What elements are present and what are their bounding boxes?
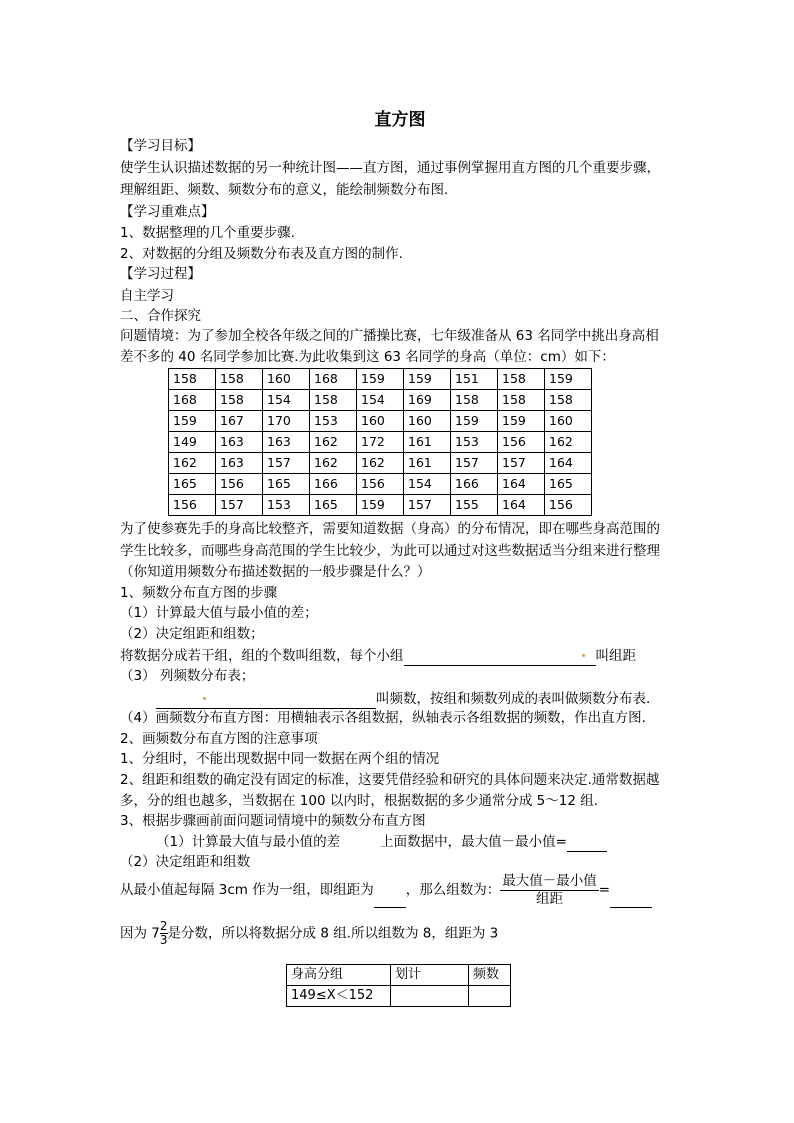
table-cell: 149 [169,432,216,453]
section-3-step1-text: 上面数据中，最大值－最小值= [380,834,567,850]
section-3-step1 [156,832,607,852]
table-cell: 164 [498,495,545,516]
table-row [169,411,592,432]
cell-frequency[interactable] [469,986,511,1007]
table-cell: 161 [404,453,451,474]
coop-label: 二、合作探究 [120,308,201,324]
section-3-step3 [120,872,652,908]
fill-blank-range[interactable] [567,851,607,852]
table-cell: 158 [216,369,263,390]
header-frequency: 频数 [469,965,511,986]
table-cell: 154 [357,390,404,411]
step-3: （3） 列频数分布表； [120,668,255,684]
table-cell: 153 [451,432,498,453]
table-cell: 164 [545,453,592,474]
notes-header: 2、画频数分布直方图的注意事项 [120,731,318,747]
table-cell: 157 [263,453,310,474]
heights-table [168,368,592,516]
table-cell: 158 [498,390,545,411]
table-cell: 159 [404,369,451,390]
step-3-detail [156,688,650,709]
cell-tally[interactable] [391,986,469,1007]
fill-blank-interval[interactable] [374,907,406,908]
table-cell: 157 [216,495,263,516]
table-cell: 159 [357,369,404,390]
table-cell: 158 [498,369,545,390]
table-cell: 159 [545,369,592,390]
step-3-suffix: 叫频数，按组和频数列成的表叫做频数分布表. [376,691,651,707]
table-cell: 159 [357,495,404,516]
table-cell: 162 [357,453,404,474]
step-1: （1）计算最大值与最小值的差； [120,605,318,621]
table-cell: 168 [169,390,216,411]
body-paragraph-line1: 为了使参赛先手的身高比较整齐，需要知道数据（身高）的分布情况，即在哪些身高范围的 [120,521,660,537]
table-row [169,453,592,474]
mixed-numerator: 2 [159,919,168,933]
table-cell: 166 [451,474,498,495]
fill-blank-group-count[interactable] [610,907,652,908]
header-height-group: 身高分组 [287,965,391,986]
table-cell: 156 [357,474,404,495]
table-cell: 162 [169,453,216,474]
self-study-label: 自主学习 [120,288,174,304]
table-cell: 160 [404,411,451,432]
table-row [169,474,592,495]
section-3-step3-text: 从最小值起每隔 3cm 作为一组，即组距为 [120,882,374,898]
note-2-line2: 多，分的组也越多，当数据在 100 以内时，根据数据的多少通常分成 5～12 组. [120,793,598,809]
step-2-detail [120,645,636,666]
table-cell: 160 [545,411,592,432]
table-cell: 159 [451,411,498,432]
table-cell: 166 [310,474,357,495]
section-3-step1-label: （1）计算最大值与最小值的差 [156,834,341,850]
key-points-header: 【学习重难点】 [120,204,215,220]
table-cell: 160 [263,369,310,390]
table-row [169,495,592,516]
mixed-fraction [160,920,168,947]
table-row [169,390,592,411]
table-cell: 172 [357,432,404,453]
cell-height-group: 149≤X＜152 [287,986,391,1007]
table-cell: 168 [310,369,357,390]
table-cell: 165 [545,474,592,495]
table-cell: 162 [310,453,357,474]
steps-header: 1、频数分布直方图的步骤 [120,585,278,601]
table-cell: 156 [498,432,545,453]
body-paragraph-line3: （你知道用频数分布描述数据的一般步骤是什么？） [120,564,431,580]
section-3-step2: （2）决定组距和组数 [120,854,251,870]
table-cell: 155 [451,495,498,516]
table-cell: 162 [545,432,592,453]
table-cell: 154 [404,474,451,495]
table-cell: 154 [263,390,310,411]
frequency-table-row [287,986,511,1007]
table-cell: 167 [216,411,263,432]
section-3-step4 [120,920,498,947]
table-cell: 158 [216,390,263,411]
table-cell: 157 [404,495,451,516]
section-3-step4-text: 是分数，所以将数据分成 8 组.所以组数为 8，组距为 3 [167,925,499,942]
blank-dot [582,654,585,657]
table-cell: 158 [451,390,498,411]
key-point-1: 1、数据整理的几个重要步骤. [120,225,295,241]
table-cell: 164 [498,474,545,495]
table-cell: 159 [498,411,545,432]
problem-line1: 问题情境：为了参加全校各年级之间的广播操比赛，七年级准备从 63 名同学中挑出身高相 [120,328,659,344]
table-cell: 165 [169,474,216,495]
table-cell: 163 [216,453,263,474]
table-cell: 153 [310,411,357,432]
step-2-text: 将数据分成若干组，组的个数叫组数，每个小组 [120,648,404,664]
table-cell: 151 [451,369,498,390]
table-cell: 153 [263,495,310,516]
problem-line2: 差不多的 40 名同学参加比赛.为此收集到这 63 名同学的身高（单位：cm）如下： [120,349,615,365]
fill-blank-group-interval[interactable] [404,645,596,666]
step-2: （2）决定组距和组数； [120,626,264,642]
table-cell: 156 [545,495,592,516]
step-4: （4）画频数分布直方图：用横轴表示各组数据，纵轴表示各组数据的频数，作出直方图. [120,710,646,726]
table-cell: 157 [451,453,498,474]
table-cell: 158 [310,390,357,411]
key-point-2: 2、对数据的分组及频数分布表及直方图的制作. [120,246,403,262]
table-cell: 163 [263,432,310,453]
table-row [169,369,592,390]
goals-text-line2: 理解组距、频数、频数分布的意义，能绘制频数分布图. [120,182,449,198]
table-cell: 157 [498,453,545,474]
mixed-denominator: 3 [159,933,168,947]
fill-blank-frequency[interactable] [156,688,376,709]
table-cell: 160 [357,411,404,432]
table-cell: 156 [216,474,263,495]
table-row [169,432,592,453]
table-cell: 159 [169,411,216,432]
blank-dot [203,697,206,700]
note-2-line1: 2、组距和组数的确定没有固定的标准，这要凭借经验和研究的具体问题来决定.通常数据越 [120,772,660,788]
section-3-step4-prefix: 因为 7 [120,925,160,942]
table-cell: 169 [404,390,451,411]
fraction-max-min-over-interval [500,873,599,908]
goals-header: 【学习目标】 [120,138,201,154]
table-cell: 162 [310,432,357,453]
goals-text-line1: 使学生认识描述数据的另一种统计图——直方图，通过事例掌握用直方图的几个重要步骤， [120,160,660,176]
table-cell: 163 [216,432,263,453]
note-1: 1、分组时，不能出现数据中同一数据在两个组的情况 [120,751,440,767]
table-cell: 156 [169,495,216,516]
table-cell: 170 [263,411,310,432]
equals-sign: = [598,882,611,898]
section-3-step3-mid: ，那么组数为： [405,882,501,898]
fraction-numerator: 最大值－最小值 [502,872,597,889]
step-2-suffix: 叫组距 [595,648,636,664]
table-cell: 158 [169,369,216,390]
table-cell: 165 [263,474,310,495]
fraction-denominator: 组距 [536,890,563,907]
header-tally: 划计 [391,965,469,986]
process-header: 【学习过程】 [120,266,201,282]
table-cell: 161 [404,432,451,453]
table-cell: 158 [545,390,592,411]
frequency-table [286,964,511,1007]
page-title: 直方图 [374,110,426,130]
body-paragraph-line2: 学生比较多，而哪些身高范围的学生比较少，为此可以通过对这些数据适当分组来进行整理 [120,543,660,559]
table-cell: 165 [310,495,357,516]
frequency-table-header [287,965,511,986]
section-3-header: 3、根据步骤画前面问题词情境中的频数分布直方图 [120,813,426,829]
